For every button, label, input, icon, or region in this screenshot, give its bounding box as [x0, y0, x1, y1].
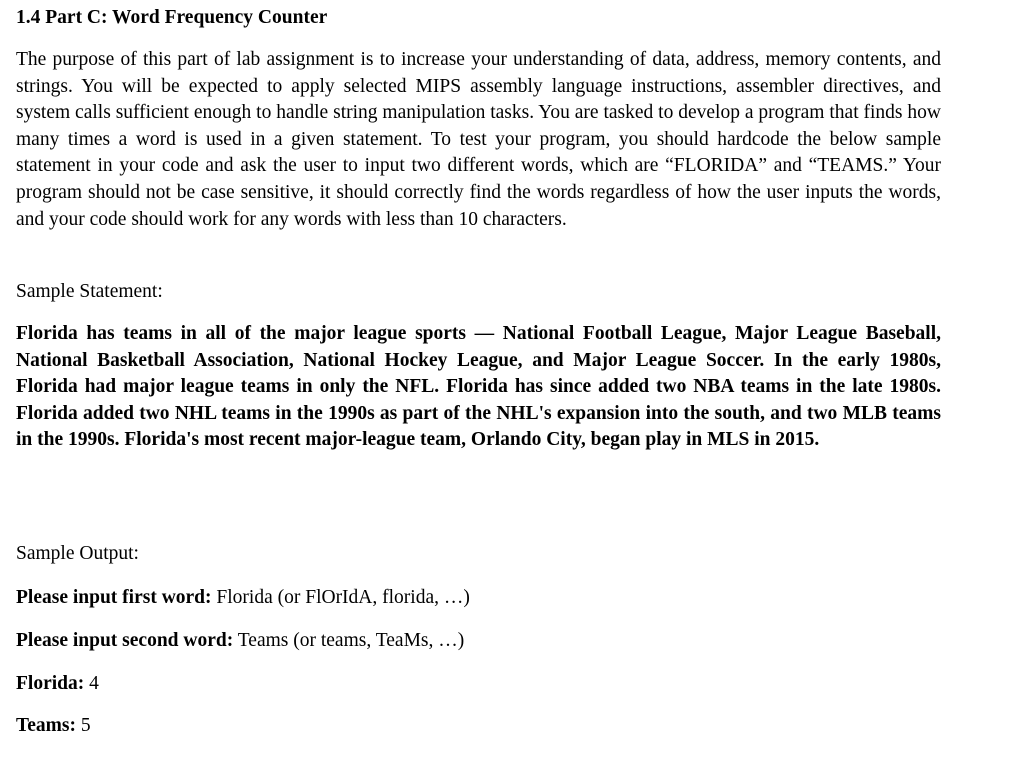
output-value: Teams (or teams, TeaMs, …)	[233, 630, 465, 651]
sample-statement-text: Florida has teams in all of the major league sports — National Football League, Major League Baseball, National Basketball Association, National Hockey League, and Major League Soccer. In the early 1980s, Florida had major league teams in only the NFL. Florida has since added two NBA teams in the late 1980s. Florida added two NHL teams in the 1990s as part of the NHL's expansion into the south, and two MLB teams in the 1990s. Florida's most recent major-league team, Orlando City, began play in MLS in 2015.	[16, 323, 941, 451]
sample-output-label: Sample Output:	[16, 543, 139, 564]
output-value: Florida (or FlOrIdA, florida, …)	[211, 587, 470, 608]
output-key: Florida:	[16, 673, 85, 694]
output-key: Please input second word:	[16, 630, 234, 651]
output-key: Please input first word:	[16, 587, 212, 608]
sample-statement-label: Sample Statement:	[16, 281, 163, 302]
section-heading: 1.4 Part C: Word Frequency Counter	[16, 7, 328, 28]
output-value: 5	[75, 715, 91, 736]
output-line-teams-count	[16, 714, 91, 738]
intro-paragraph: The purpose of this part of lab assignment is to increase your understanding of data, address, memory contents, and strings. You will be expected to apply selected MIPS assembly language instructions, assembler directives, and system calls sufficient enough to handle string manipulation tasks. You are tasked to develop a program that finds how many times a word is used in a given statement. To test your program, you should hardcode the below sample statement in your code and ask the user to input two different words, which are “FLORIDA” and “TEAMS.” Your program should not be case sensitive, it should correctly find the words regardless of how the user inputs the words, and your code should work for any words with less than 10 characters.	[16, 49, 941, 230]
output-line-second-word	[16, 629, 464, 653]
output-line-florida-count	[16, 672, 99, 696]
output-value: 4	[84, 673, 99, 694]
output-key: Teams:	[16, 715, 76, 736]
output-line-first-word	[16, 586, 470, 610]
